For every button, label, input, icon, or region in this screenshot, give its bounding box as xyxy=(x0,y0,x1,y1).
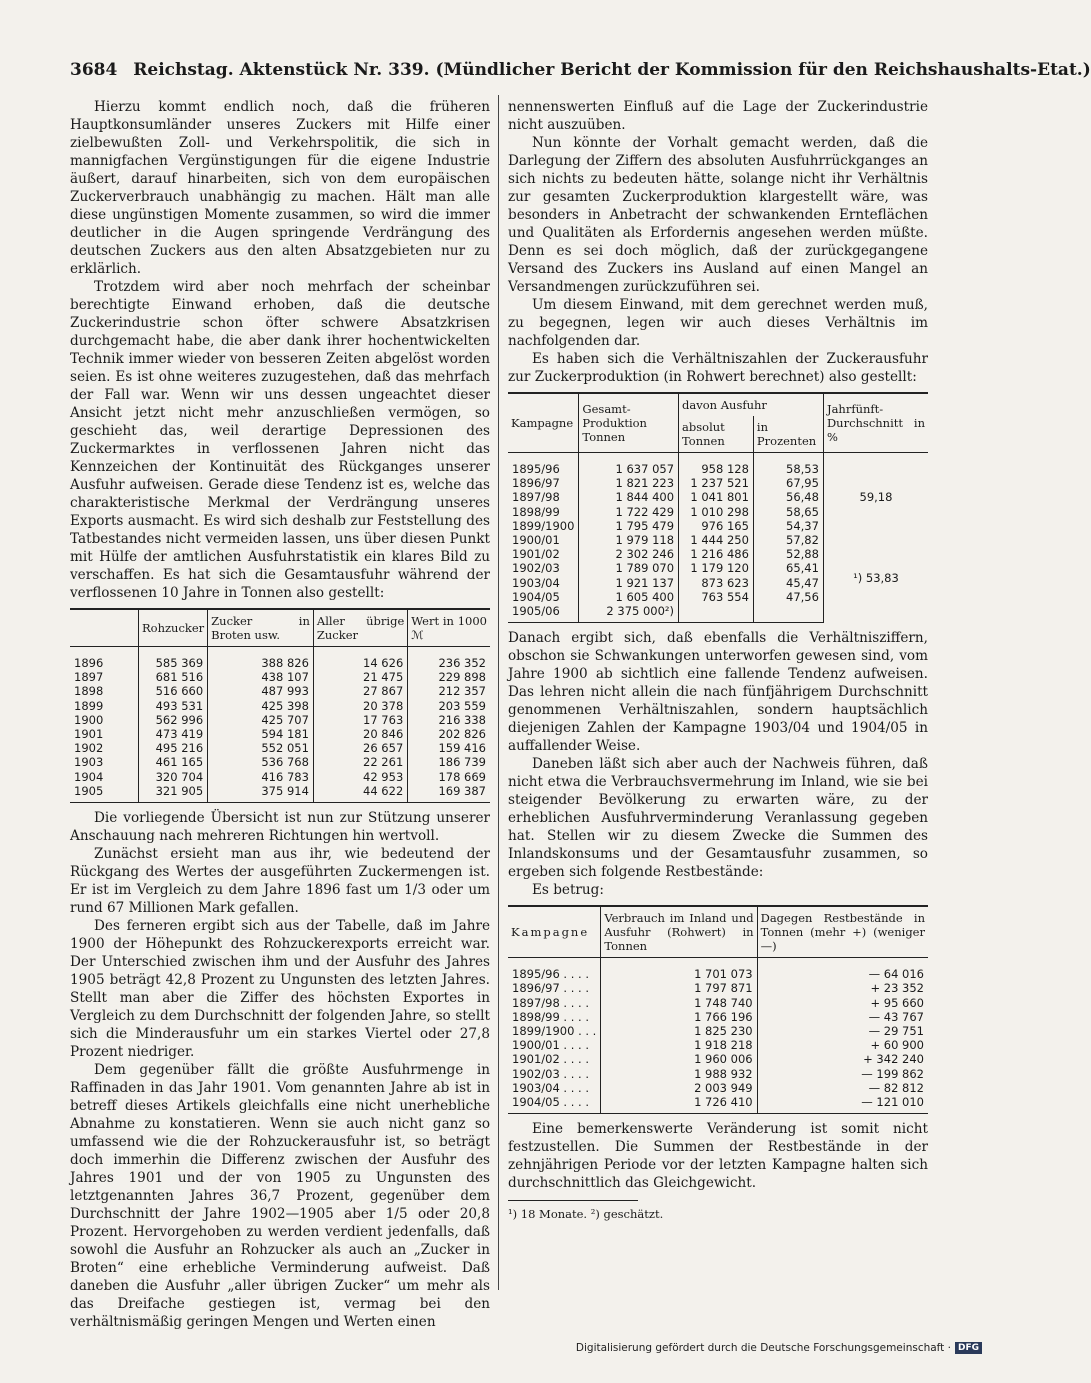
paragraph: Um diesem Einwand, mit dem gerechnet werden muß, zu begegnen, legen wir auch dieses Verhältnis im nachfolgenden dar. xyxy=(508,297,928,349)
table-cell: 1 179 120 xyxy=(679,561,754,575)
column-divider xyxy=(498,95,499,1290)
table-cell: 320 704 xyxy=(139,770,208,784)
table-row xyxy=(70,784,490,803)
table-cell: 56,48 xyxy=(753,490,823,504)
table-cell: 202 826 xyxy=(408,727,490,741)
table-cell: 1896/97 xyxy=(512,476,560,491)
table-cell: 169 387 xyxy=(408,784,490,803)
footnote: ¹) 18 Monate. ²) geschätzt. xyxy=(508,1200,638,1223)
table-cell: 1903/04 . . . . xyxy=(512,1080,590,1095)
paragraph: Hierzu kommt endlich noch, daß die früheren Hauptkonsumländer unseres Zuckers mit Hilfe einer zielbewußten Zoll- und Verkehrspolitik, die sich in mannigfachen Vergünstigungen für die eigene Industrie äußert, darauf hinarbeiten, sich von dem europäischen Zuckerverbrauch unabhängig zu machen. Hält man alle diese ungünstigen Momente zusammen, so wird die immer deutlicher in die Augen springende Verdrängung des deutschen Zuckers aus den alten Absatzgebieten nur zu erklärlich. xyxy=(70,99,490,277)
table-cell: 44 622 xyxy=(313,784,407,803)
table-cell: 58,53 xyxy=(753,453,823,477)
table-cell: 1896/97 . . . . xyxy=(512,981,590,996)
table-cell: 1 726 410 xyxy=(601,1095,757,1114)
table-cell: + 23 352 xyxy=(757,981,928,995)
table-cell: 1904/05 . . . . xyxy=(508,1095,601,1114)
table-header: Aller übrige Zucker xyxy=(313,609,407,647)
table-cell: 1898/99 . . . . xyxy=(512,1009,590,1024)
table-cell: 1 748 740 xyxy=(601,996,757,1010)
table-cell: 425 398 xyxy=(208,699,314,713)
right-column xyxy=(508,98,928,1223)
table-cell: 1 795 479 xyxy=(579,519,679,533)
table-row xyxy=(508,1095,928,1114)
table-header: Jahrfünft-Durchschnitt in % xyxy=(823,393,928,453)
footer-text: Digitalisierung gefördert durch die Deutsche Forschungsgemeinschaft · xyxy=(575,1342,951,1354)
table-cell: 42 953 xyxy=(313,770,407,784)
table-cell: 495 216 xyxy=(139,741,208,755)
table-cell: 536 768 xyxy=(208,755,314,769)
table-cell: 216 338 xyxy=(408,713,490,727)
left-column xyxy=(70,98,490,1331)
table-header: Zucker in Broten usw. xyxy=(208,609,314,647)
ratio-table xyxy=(508,392,928,623)
table-row xyxy=(508,1038,928,1052)
table-row xyxy=(508,1081,928,1095)
table-row xyxy=(508,1052,928,1066)
paragraph: Dem gegenüber fällt die größte Ausfuhrmenge in Raffinaden in das Jahr 1901. Vom genannten Jahre ab ist in betreff dieses Artikels gleichfalls eine nicht unerhebliche Abnahme zu konstatieren. Wenn sie auch nicht ganz so umfassend wie die der Rohzuckerausfuhr ist, so beträgt doch immerhin die Differenz zwischen der Ausfuhr des Jahres 1901 und der von 1905 zu Ungunsten des letztgenannten Jahres 36,7 Prozent, gegenüber dem Durchschnitt der Jahre 1902—1905 aber 1/5 oder 20,8 Prozent. Hervorgehoben zu werden verdient jedenfalls, daß sowohl die Ausfuhr an Rohzucker als auch an „Zucker in Broten“ eine erhebliche Verminderung aufweist. Daß daneben die Ausfuhr „aller übrigen Zucker“ um mehr als das Dreifache gestiegen ist, vermag bei den verhältnismäßig geringen Mengen und Werten einen xyxy=(70,1062,490,1331)
paragraph: nennenswerten Einfluß auf die Lage der Zuckerindustrie nicht auszuüben. xyxy=(508,99,928,133)
table-cell: — 199 862 xyxy=(757,1067,928,1081)
table-row xyxy=(508,1024,928,1038)
table-cell: — 29 751 xyxy=(757,1024,928,1038)
table-cell: 1895/96 xyxy=(512,462,560,476)
table-cell: 52,88 xyxy=(753,547,823,561)
table-row xyxy=(508,958,928,982)
table-cell: 388 826 xyxy=(208,647,314,671)
table-header: davon Ausfuhr xyxy=(679,393,824,416)
table-cell: 438 107 xyxy=(208,670,314,684)
table-cell: 203 559 xyxy=(408,699,490,713)
table-cell: — 121 010 xyxy=(757,1095,928,1114)
table-cell: 1899/1900 . . . xyxy=(512,1024,597,1039)
table-cell: 54,37 xyxy=(753,519,823,533)
table-cell: 1897 xyxy=(74,670,104,685)
table-cell xyxy=(679,604,754,623)
table-cell: 22 261 xyxy=(313,755,407,769)
table-cell: 1901/02 xyxy=(512,547,560,562)
table-cell: 1 844 400 xyxy=(579,490,679,504)
table-cell: 1899 xyxy=(74,698,104,713)
table-cell: 17 763 xyxy=(313,713,407,727)
dfg-logo: DFG xyxy=(955,1342,982,1354)
table-cell: 594 181 xyxy=(208,727,314,741)
table-header: absolut Tonnen xyxy=(679,416,754,453)
table-cell: 2 003 949 xyxy=(601,1081,757,1095)
table-cell: + 95 660 xyxy=(757,996,928,1010)
table-header: in Prozenten xyxy=(753,416,823,453)
table-cell: 45,47 xyxy=(753,576,823,590)
table-cell: 57,82 xyxy=(753,533,823,547)
table-cell: 1 921 137 xyxy=(579,576,679,590)
table-cell: 516 660 xyxy=(139,684,208,698)
table-cell: 229 898 xyxy=(408,670,490,684)
table-cell: 1898 xyxy=(74,684,104,699)
table-row xyxy=(70,770,490,784)
table-cell: 1 789 070 xyxy=(579,561,679,575)
table-cell: 1 216 486 xyxy=(679,547,754,561)
table-cell: 1901 xyxy=(74,727,104,742)
paragraph: Eine bemerkenswerte Veränderung ist somit nicht festzustellen. Die Summen der Restbestände in der zehnjährigen Periode vor der letzten Kampagne halten sich durchschnittlich das Gleichgewicht. xyxy=(508,1121,928,1192)
table-cell: 178 669 xyxy=(408,770,490,784)
table-header: Dagegen Restbestände in Tonnen (mehr +) (weniger —) xyxy=(757,906,928,958)
paragraph: Des ferneren ergibt sich aus der Tabelle, daß im Jahre 1900 der Höhepunkt des Rohzuckerexports erreicht war. Der Unterschied zwischen ihm und der Ausfuhr des Jahres 1905 beträgt 42,8 Prozent zu Ungunsten des letzten Jahres. Stellt man aber die Ziffer des höchsten Exportes in Vergleich zu dem Durchschnitt der folgenden Jahre, so stellt sich die Minderausfuhr um ein starkes Viertel oder 27,8 Prozent niedriger. xyxy=(70,918,490,1061)
average-cell: ¹) 53,83 xyxy=(823,533,928,623)
table-cell: 473 419 xyxy=(139,727,208,741)
table-cell: 67,95 xyxy=(753,476,823,490)
table-row xyxy=(70,741,490,755)
table-cell: + 342 240 xyxy=(757,1052,928,1066)
table-header xyxy=(70,609,139,647)
table-cell: 65,41 xyxy=(753,561,823,575)
table-cell: 1895/96 . . . . xyxy=(512,967,590,982)
table-cell: 236 352 xyxy=(408,647,490,671)
table-cell: 1901/02 . . . . xyxy=(512,1052,590,1067)
export-table xyxy=(70,608,490,803)
paragraph: Die vorliegende Übersicht ist nun zur Stützung unserer Anschauung nach mehreren Richtungen hin wertvoll. xyxy=(70,810,490,845)
table-cell: 20 378 xyxy=(313,699,407,713)
paragraph: Es betrug: xyxy=(532,882,604,899)
paragraph: Trotzdem wird aber noch mehrfach der scheinbar berechtigte Einwand erhoben, daß die deutsche Zuckerindustrie schon öfter schwere Absatzkrisen durchgemacht habe, die aber dank ihrer hochentwickelten Technik immer wieder von besseren Zeiten abgelöst worden seien. Es ist ohne weiteres zuzugestehen, daß das mehrfach der Fall war. Wenn wir uns dessen ungeachtet dieser Ansicht jetzt nicht mehr anzuschließen vermögen, so geschieht das, weil derartige Depressionen des Zuckermarktes in verflossenen Jahren nicht das Kennzeichen der Kontinuität des Rückganges unserer Ausfuhr aufweisen. Gerade diese Tendenz ist es, welche das charakteristische Merkmal der Verdrängung unseres Exports ausmacht. Es wird sich deshalb zur Feststellung des Tatbestandes nicht vermeiden lassen, uns über diesen Punkt mit Hülfe der amtlichen Ausfuhrstatistik ein klares Bild zu verschaffen. Es hat sich die Gesamtausfuhr während der verflossenen 10 Jahre in Tonnen also gestellt: xyxy=(70,279,490,601)
paragraph: Es haben sich die Verhältniszahlen der Zuckerausfuhr zur Zuckerproduktion (in Rohwert berechnet) also gestellt: xyxy=(508,351,928,385)
header-title: Reichstag. Aktenstück Nr. 339. (Mündlicher Bericht der Kommission für den Reichshaushalts-Etat.) xyxy=(133,60,1091,80)
table-row xyxy=(508,453,928,477)
table-row xyxy=(508,981,928,995)
table-cell: 1 988 932 xyxy=(601,1067,757,1081)
table-row xyxy=(70,670,490,684)
table-cell: 1 701 073 xyxy=(601,958,757,982)
table-cell: 763 554 xyxy=(679,590,754,604)
table-cell: 1905 xyxy=(70,784,139,803)
table-cell: 186 739 xyxy=(408,755,490,769)
table-cell: 1 010 298 xyxy=(679,505,754,519)
page-number: 3684 xyxy=(70,60,118,80)
table-cell: 1900/01 xyxy=(512,533,560,548)
remainder-table xyxy=(508,905,928,1114)
table-header: Verbrauch im Inland und Ausfuhr (Rohwert) in Tonnen xyxy=(601,906,757,958)
table-cell: 1896 xyxy=(74,656,104,670)
table-cell: 1904/05 xyxy=(512,589,560,604)
table-cell: 461 165 xyxy=(139,755,208,769)
table-cell: 1 918 218 xyxy=(601,1038,757,1052)
table-cell: 1897/98 xyxy=(512,490,560,505)
table-cell: 321 905 xyxy=(139,784,208,803)
table-cell: 1902 xyxy=(74,741,104,756)
table-cell: 416 783 xyxy=(208,770,314,784)
paragraph: Daneben läßt sich aber auch der Nachweis führen, daß nicht etwa die Verbrauchsvermehrung im Inland, wie sie bei steigender Bevölkerung zu erwarten wäre, zu der erheblichen Ausfuhrverminderung Veranlassung gegeben hat. Stellen wir zu diesem Zwecke die Summen des Inlandskonsums und der Gesamtausfuhr zusammen, so ergeben sich folgende Restbestände: xyxy=(508,756,928,881)
table-cell: 1898/99 xyxy=(512,504,560,519)
table-cell: 1899/1900 xyxy=(512,518,575,533)
table-cell: 20 846 xyxy=(313,727,407,741)
table-cell: — 43 767 xyxy=(757,1010,928,1024)
table-header: Wert in 1000 ℳ xyxy=(408,609,490,647)
footer xyxy=(576,1342,982,1354)
table-cell: 1 979 118 xyxy=(579,533,679,547)
table-cell: 1897/98 . . . . xyxy=(512,995,590,1010)
table-header: Rohzucker xyxy=(139,609,208,647)
table-row xyxy=(508,533,928,547)
table-cell: + 60 900 xyxy=(757,1038,928,1052)
table-row xyxy=(70,647,490,671)
table-cell: — 64 016 xyxy=(757,958,928,982)
table-cell: 425 707 xyxy=(208,713,314,727)
table-cell: 1902/03 . . . . xyxy=(512,1066,590,1081)
table-cell: 1 041 801 xyxy=(679,490,754,504)
table-cell: 1 237 521 xyxy=(679,476,754,490)
table-cell: 958 128 xyxy=(679,453,754,477)
table-cell: 1 605 400 xyxy=(579,590,679,604)
table-cell xyxy=(753,604,823,623)
table-cell: 159 416 xyxy=(408,741,490,755)
table-row xyxy=(70,713,490,727)
table-header: Kampagne xyxy=(508,906,601,958)
table-cell: 47,56 xyxy=(753,590,823,604)
average-cell: 59,18 xyxy=(823,453,928,534)
table-cell: 212 357 xyxy=(408,684,490,698)
table-cell: 562 996 xyxy=(139,713,208,727)
table-cell: 14 626 xyxy=(313,647,407,671)
table-cell: 1 637 057 xyxy=(579,453,679,477)
table-cell: 1 960 006 xyxy=(601,1052,757,1066)
table-row xyxy=(508,1010,928,1024)
table-cell: 1902/03 xyxy=(512,561,560,576)
table-cell: 375 914 xyxy=(208,784,314,803)
table-cell: 1 444 250 xyxy=(679,533,754,547)
table-cell: 2 375 000²) xyxy=(579,604,679,623)
table-cell: 21 475 xyxy=(313,670,407,684)
table-cell: 2 302 246 xyxy=(579,547,679,561)
table-cell: 1900/01 . . . . xyxy=(512,1038,590,1053)
table-cell: 1 825 230 xyxy=(601,1024,757,1038)
table-cell: 1905/06 xyxy=(508,604,579,623)
table-row xyxy=(70,684,490,698)
table-header: Kampagne xyxy=(508,393,579,453)
paragraph: Zunächst ersieht man aus ihr, wie bedeutend der Rückgang des Wertes der ausgeführten Zuckermengen ist. Er ist im Vergleich zu dem Jahre 1896 fast um 1/3 oder um rund 67 Millionen Mark gefallen. xyxy=(70,846,490,917)
table-cell: 487 993 xyxy=(208,684,314,698)
table-cell: — 82 812 xyxy=(757,1081,928,1095)
table-row xyxy=(508,996,928,1010)
page-header xyxy=(70,60,1091,90)
table-row xyxy=(70,755,490,769)
table-cell: 873 623 xyxy=(679,576,754,590)
paragraph: Nun könnte der Vorhalt gemacht werden, daß die Darlegung der Ziffern des absoluten Ausfuhrrückganges an sich nichts zu bedeuten hätte, solange nicht ihr Verhältnis zur gesamten Zuckerproduktion klargestellt wäre, was besonders in Anbetracht der schwankenden Ernteflächen und Qualitäten als Erfordernis angesehen werden müßte. Denn es sei doch möglich, daß der zurückgegangene Versand des Zuckers ins Ausland auf einen Mangel an Versandmengen zurückzuführen sei. xyxy=(508,135,928,295)
table-cell: 27 867 xyxy=(313,684,407,698)
table-cell: 1 797 871 xyxy=(601,981,757,995)
table-row xyxy=(70,699,490,713)
table-header: Gesamt-Produktion Tonnen xyxy=(579,393,679,453)
table-cell: 1904 xyxy=(74,769,104,784)
paragraph: Danach ergibt sich, daß ebenfalls die Verhältnisziffern, obschon sie Schwankungen unterworfen gewesen sind, vom Jahre 1900 ab sichtlich eine fallende Tendenz aufweisen. Das lehren nicht allein die nach fünfjährigem Durchschnitt genommenen Verhältniszahlen, sondern hauptsächlich diejenigen Zahlen der Kampagne 1903/04 und 1904/05 in auffallender Weise. xyxy=(508,630,928,755)
table-cell: 26 657 xyxy=(313,741,407,755)
table-cell: 58,65 xyxy=(753,505,823,519)
table-cell: 552 051 xyxy=(208,741,314,755)
table-row xyxy=(508,1067,928,1081)
table-cell: 1903/04 xyxy=(512,575,560,590)
table-cell: 585 369 xyxy=(139,647,208,671)
table-cell: 1903 xyxy=(74,755,104,770)
table-row xyxy=(70,727,490,741)
table-cell: 681 516 xyxy=(139,670,208,684)
table-cell: 1 821 223 xyxy=(579,476,679,490)
table-cell: 976 165 xyxy=(679,519,754,533)
table-cell: 1 766 196 xyxy=(601,1010,757,1024)
table-cell: 1900 xyxy=(74,712,104,727)
table-cell: 493 531 xyxy=(139,699,208,713)
table-cell: 1 722 429 xyxy=(579,505,679,519)
